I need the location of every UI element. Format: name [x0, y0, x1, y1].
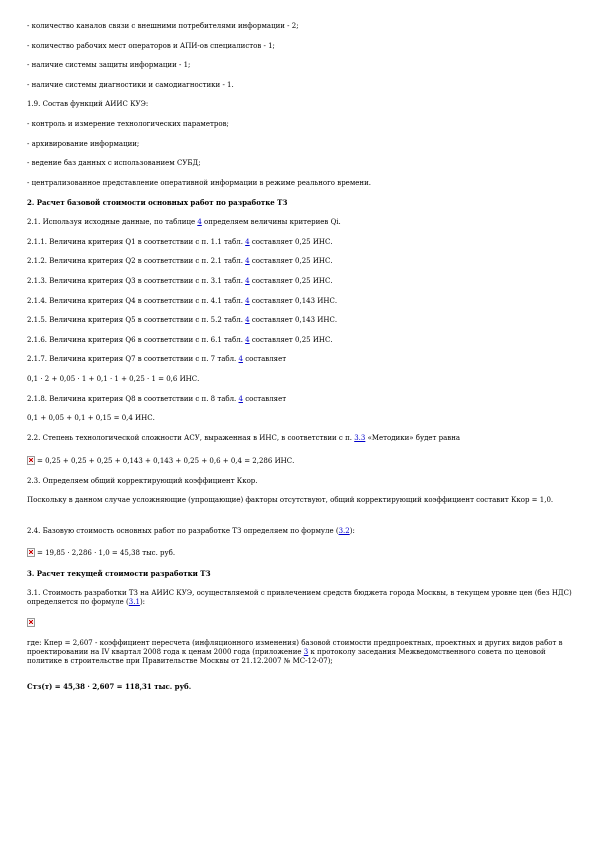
- section-heading: [27, 100, 148, 109]
- formula-line: [27, 414, 155, 423]
- text: 2.1.2. Величина критерия Q2 в соответствии с п. 2.1 табл.: [27, 257, 246, 265]
- text: 2. Расчет базовой стоимости основных работ по разработке ТЗ: [27, 198, 288, 207]
- paragraph: [27, 238, 333, 247]
- paragraph: [27, 120, 229, 129]
- text: = 0,25 + 0,25 + 0,25 + 0,143 + 0,143 + 0,25 + 0,6 + 0,4 = 2,286 ИНС.: [37, 457, 295, 465]
- text: ):: [349, 527, 355, 535]
- paragraph: [27, 527, 355, 536]
- text: - ведение баз данных с использованием СУБД;: [27, 159, 201, 167]
- text: 3.1. Стоимость разработки ТЗ на АИИС КУЭ, осуществляемой с привлечением средств бюджета города Москвы, в текущем уровне цен (без НДС) определяется по формуле (: [27, 589, 572, 606]
- text: 3. Расчет текущей стоимости разработки ТЗ: [27, 569, 211, 578]
- text: составляет 0,143 ИНС.: [249, 297, 338, 305]
- text: - контроль и измерение технологических параметров;: [27, 120, 229, 128]
- text: = 19,85 · 2,286 · 1,0 = 45,38 тыс. руб.: [37, 549, 176, 557]
- text: - наличие системы диагностики и самодиагностики - 1.: [27, 81, 234, 89]
- text: 1.9. Состав функций АИИС КУЭ:: [27, 100, 149, 108]
- text: составляет: [242, 355, 287, 363]
- text: - централизованное представление оперативной информации в режиме реального времени.: [27, 179, 371, 187]
- paragraph: [27, 395, 286, 404]
- paragraph: [27, 218, 341, 227]
- formula-link[interactable]: 3.2: [338, 527, 350, 535]
- text: 0,1 · 2 + 0,05 · 1 + 0,1 · 1 + 0,25 · 1 = 0,6 ИНС.: [27, 375, 200, 383]
- table-link[interactable]: 4: [238, 355, 243, 363]
- table-link[interactable]: 4: [245, 277, 250, 285]
- text: - количество рабочих мест операторов и АПИ-ов специалистов - 1;: [27, 42, 275, 50]
- text: составляет: [242, 395, 287, 403]
- text: Поскольку в данном случае усложняющие (упрощающие) факторы отсутствуют, общий корректирующий коэффициент составит Ккор = 1,0.: [27, 496, 554, 504]
- formula-line: [27, 375, 199, 384]
- formula-line: [27, 456, 294, 466]
- text: составляет 0,143 ИНС.: [249, 316, 338, 324]
- section-heading: [27, 569, 211, 578]
- table-link[interactable]: 4: [245, 257, 250, 265]
- text: 2.1.4. Величина критерия Q4 в соответствии с п. 4.1 табл.: [27, 297, 246, 305]
- text: 2.1.3. Величина критерия Q3 в соответствии с п. 3.1 табл.: [27, 277, 246, 285]
- paragraph: [27, 639, 572, 666]
- paragraph: [27, 277, 333, 286]
- text: 2.1.7. Величина критерия Q7 в соответствии с п. 7 табл.: [27, 355, 239, 363]
- section-heading: [27, 198, 287, 207]
- table-link[interactable]: 4: [197, 218, 202, 226]
- formula-line: [27, 548, 175, 558]
- paragraph: [27, 22, 299, 31]
- text: 2.1.6. Величина критерия Q6 в соответствии с п. 6.1 табл.: [27, 336, 246, 344]
- text: 2.3. Определяем общий корректирующий коэффициент Ккор.: [27, 477, 258, 485]
- paragraph: [27, 81, 234, 90]
- text: 2.1.1. Величина критерия Q1 в соответствии с п. 1.1 табл.: [27, 238, 246, 246]
- paragraph: [27, 297, 337, 306]
- paragraph: [27, 477, 258, 486]
- text: ):: [139, 598, 146, 606]
- broken-image-icon: [27, 456, 35, 465]
- text: определяем величины критериев Qi.: [201, 218, 341, 226]
- text: составляет 0,25 ИНС.: [249, 277, 333, 285]
- formula-link[interactable]: 3.1: [128, 598, 140, 606]
- table-link[interactable]: 4: [245, 297, 250, 305]
- section-link[interactable]: 3.3: [354, 434, 366, 442]
- formula-image: [27, 618, 37, 628]
- text: составляет 0,25 ИНС.: [249, 257, 333, 265]
- paragraph: [27, 140, 139, 149]
- text: к протоколу заседания Межведомственного совета по ценовой политике в строительстве при Правительстве Москвы от 21.12.2007 № МС-12-07);: [27, 648, 546, 665]
- paragraph: [27, 496, 572, 505]
- text: составляет 0,25 ИНС.: [249, 336, 333, 344]
- table-link[interactable]: 4: [238, 395, 243, 403]
- paragraph: [27, 159, 201, 168]
- text: - количество каналов связи с внешними потребителями информации - 2;: [27, 22, 299, 30]
- text: составляет 0,25 ИНС.: [249, 238, 333, 246]
- text: Стз(т) = 45,38 · 2,607 = 118,31 тыс. руб.: [27, 682, 192, 691]
- paragraph: [27, 355, 286, 364]
- text: 2.1.8. Величина критерия Q8 в соответствии с п. 8 табл.: [27, 395, 239, 403]
- text: «Методики» будет равна: [365, 434, 461, 442]
- text: 0,1 + 0,05 + 0,1 + 0,15 = 0,4 ИНС.: [27, 414, 155, 422]
- paragraph: [27, 179, 371, 188]
- paragraph: [27, 336, 333, 345]
- table-link[interactable]: 4: [245, 238, 250, 246]
- text: 2.4. Базовую стоимость основных работ по разработке ТЗ определяем по формуле (: [27, 527, 339, 535]
- paragraph: [27, 316, 337, 325]
- text: 2.1. Используя исходные данные, по таблице: [27, 218, 198, 226]
- text: 2.2. Степень технологической сложности АСУ, выраженная в ИНС, в соответствии с п.: [27, 434, 355, 442]
- paragraph: [27, 589, 572, 607]
- table-link[interactable]: 4: [245, 316, 250, 324]
- paragraph: [27, 434, 460, 443]
- text: - наличие системы защиты информации - 1;: [27, 61, 191, 69]
- formula-line: [27, 682, 191, 691]
- text: 2.1.5. Величина критерия Q5 в соответствии с п. 5.2 табл.: [27, 316, 246, 324]
- table-link[interactable]: 4: [245, 336, 250, 344]
- paragraph: [27, 257, 333, 266]
- text: где: Кпер = 2,607 - коэффициент пересчета (инфляционного изменения) базовой стоимости предпроектных, проектных и других видов работ в проектировании на IV квартал 2008 года к ценам 2000 года (приложение: [27, 639, 563, 656]
- broken-image-icon: [27, 548, 35, 557]
- paragraph: [27, 42, 275, 51]
- broken-image-icon: [27, 618, 35, 627]
- text: - архивирование информации;: [27, 140, 140, 148]
- appendix-link[interactable]: 3: [303, 648, 309, 656]
- paragraph: [27, 61, 190, 70]
